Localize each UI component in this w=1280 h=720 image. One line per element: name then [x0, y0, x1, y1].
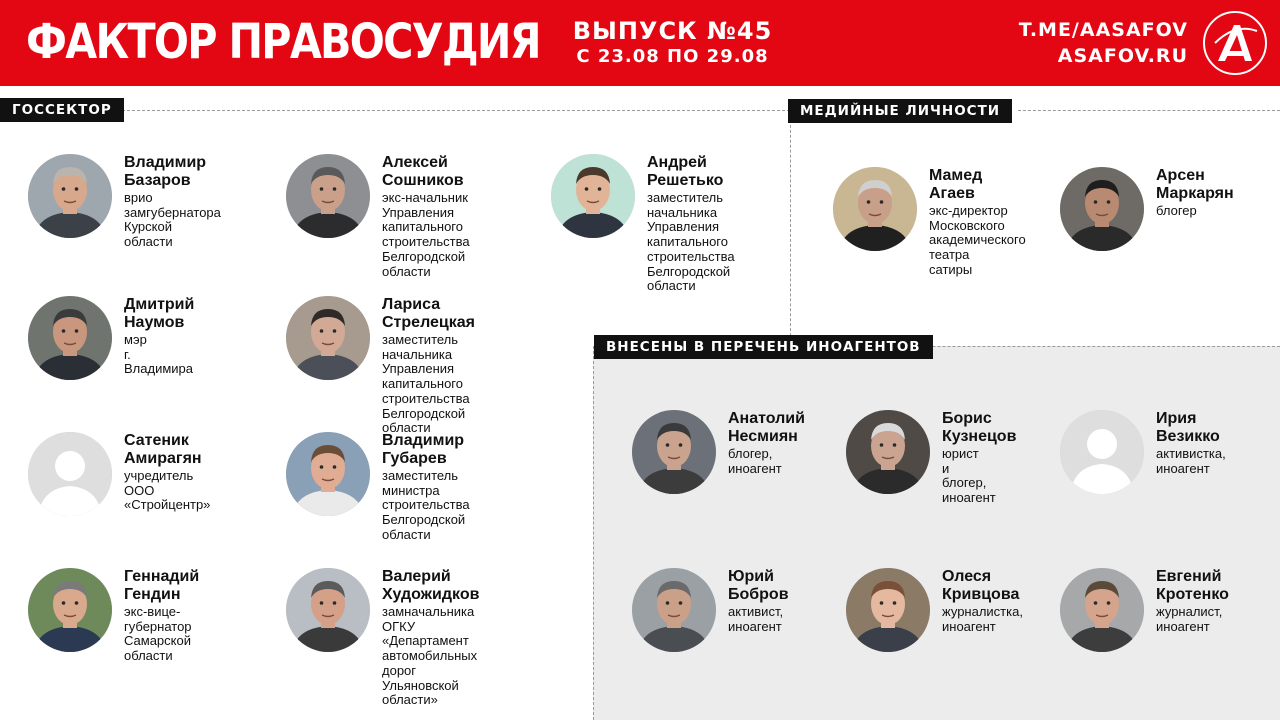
- avatar-placeholder-icon: [1060, 410, 1144, 494]
- portrait-photo: [551, 154, 635, 238]
- avatar: [286, 432, 370, 516]
- portrait-photo: [632, 410, 716, 494]
- avatar: [846, 410, 930, 494]
- person-role: экс-директор Московского академического театра сатиры: [929, 203, 1026, 277]
- person-last-name: Кузнецов: [942, 428, 1017, 445]
- person-name: [382, 154, 464, 190]
- person-first-name: Арсен: [1156, 167, 1205, 184]
- portrait-photo: [1060, 568, 1144, 652]
- person-last-name: Везикко: [1156, 428, 1220, 445]
- person-role: журналистка, иноагент: [942, 604, 1023, 634]
- avatar: [286, 154, 370, 238]
- person-name: [124, 432, 202, 468]
- person-role: замначальника ОГКУ «Департамент автомобильных дорог Ульяновской области»: [382, 604, 478, 708]
- section-label-inoagents: ВНЕСЕНЫ В ПЕРЕЧЕНЬ ИНОАГЕНТОВ: [594, 335, 933, 359]
- person-name: [124, 296, 194, 332]
- person-last-name: Несмиян: [728, 428, 798, 445]
- person-first-name: Юрий: [728, 568, 774, 585]
- person-first-name: Сатеник: [124, 432, 189, 449]
- issue-block: [560, 17, 785, 69]
- avatar: [286, 296, 370, 380]
- person-first-name: Анатолий: [728, 410, 805, 427]
- person-first-name: Лариса: [382, 296, 441, 313]
- person-first-name: Ирия: [1156, 410, 1197, 427]
- gossektor-divider: [122, 110, 790, 111]
- person-role: заместитель начальника Управления капитального строительства Белгородской области: [382, 332, 470, 436]
- person-last-name: Маркарян: [1156, 185, 1234, 202]
- person-last-name: Агаев: [929, 185, 975, 202]
- person-last-name: Художидков: [382, 586, 480, 603]
- person-name: [382, 568, 479, 604]
- portrait-photo: [1060, 167, 1144, 251]
- person-last-name: Стрелецкая: [382, 314, 475, 331]
- portrait-photo: [286, 296, 370, 380]
- person-name: [1156, 410, 1220, 446]
- media-divider-vertical: [790, 110, 791, 346]
- person-role: мэр г. Владимира: [124, 332, 193, 377]
- media-divider: [1018, 110, 1280, 111]
- avatar: [632, 568, 716, 652]
- person-role: заместитель министра строительства Белгородской области: [382, 468, 470, 542]
- person-first-name: Владимир: [382, 432, 465, 449]
- person-last-name: Базаров: [124, 172, 191, 189]
- person-role: блогер, иноагент: [728, 446, 782, 476]
- person-first-name: Алексей: [382, 154, 448, 171]
- section-label-gossektor: ГОССЕКТОР: [0, 98, 124, 122]
- person-last-name: Бобров: [728, 586, 789, 603]
- avatar: [28, 296, 112, 380]
- person-first-name: Дмитрий: [124, 296, 195, 313]
- asafov-logo-icon: [1203, 11, 1267, 75]
- links-block: [1019, 17, 1188, 69]
- person-role: экс-вице- губернатор Самарской области: [124, 604, 192, 664]
- avatar: [1060, 410, 1144, 494]
- portrait-photo: [846, 410, 930, 494]
- section-label-media: МЕДИЙНЫЕ ЛИЧНОСТИ: [788, 99, 1012, 123]
- person-name: [382, 432, 464, 468]
- avatar: [286, 568, 370, 652]
- portrait-photo: [286, 432, 370, 516]
- person-last-name: Губарев: [382, 450, 447, 467]
- telegram-link[interactable]: T.ME/AASAFOV: [1018, 19, 1188, 41]
- person-last-name: Кротенко: [1156, 586, 1229, 603]
- header-bar: [0, 0, 1280, 86]
- person-role: активист, иноагент: [728, 604, 784, 634]
- portrait-photo: [632, 568, 716, 652]
- person-name: [124, 154, 206, 190]
- website-link[interactable]: ASAFOV.RU: [1057, 45, 1188, 67]
- issue-dates: С 23.08 ПО 29.08: [576, 46, 769, 67]
- portrait-photo: [286, 568, 370, 652]
- person-first-name: Олеся: [942, 568, 992, 585]
- person-role: экс-начальник Управления капитального строительства Белгородской области: [382, 190, 470, 279]
- person-first-name: Евгений: [1156, 568, 1222, 585]
- person-name: [728, 410, 805, 446]
- person-role: врио замгубернатора Курской области: [124, 190, 221, 250]
- person-last-name: Решетько: [647, 172, 724, 189]
- person-last-name: Амирагян: [124, 450, 202, 467]
- inoagents-panel: [593, 346, 1280, 720]
- portrait-photo: [28, 568, 112, 652]
- person-last-name: Кривцова: [942, 586, 1020, 603]
- person-name: [382, 296, 475, 332]
- person-role: журналист, иноагент: [1156, 604, 1223, 634]
- person-role: блогер: [1156, 203, 1197, 218]
- person-name: [124, 568, 199, 604]
- person-first-name: Владимир: [124, 154, 207, 171]
- portrait-photo: [286, 154, 370, 238]
- avatar: [846, 568, 930, 652]
- person-name: [1156, 167, 1234, 203]
- person-name: [942, 410, 1016, 446]
- person-name: [942, 568, 1019, 604]
- avatar: [28, 154, 112, 238]
- person-last-name: Гендин: [124, 586, 181, 603]
- person-last-name: Наумов: [124, 314, 185, 331]
- avatar: [28, 568, 112, 652]
- person-role: учредитель ООО «Стройцентр»: [124, 468, 211, 513]
- person-name: [929, 167, 982, 203]
- avatar: [28, 432, 112, 516]
- person-first-name: Борис: [942, 410, 992, 427]
- avatar: [1060, 568, 1144, 652]
- person-first-name: Валерий: [382, 568, 451, 585]
- person-name: [1156, 568, 1229, 604]
- person-name: [647, 154, 723, 190]
- avatar: [632, 410, 716, 494]
- person-name: [728, 568, 789, 604]
- person-first-name: Геннадий: [124, 568, 200, 585]
- portrait-photo: [833, 167, 917, 251]
- person-last-name: Сошников: [382, 172, 464, 189]
- person-first-name: Мамед: [929, 167, 983, 184]
- portrait-photo: [28, 296, 112, 380]
- avatar: [833, 167, 917, 251]
- avatar-placeholder-icon: [28, 432, 112, 516]
- avatar: [551, 154, 635, 238]
- page-title: ФАКТОР ПРАВОСУДИЯ: [26, 14, 540, 70]
- issue-number: ВЫПУСК №45: [572, 17, 773, 45]
- avatar: [1060, 167, 1144, 251]
- person-role: активистка, иноагент: [1156, 446, 1226, 476]
- portrait-photo: [846, 568, 930, 652]
- person-role: заместитель начальника Управления капитального строительства Белгородской области: [647, 190, 735, 294]
- person-role: юрист и блогер, иноагент: [942, 446, 996, 506]
- portrait-photo: [28, 154, 112, 238]
- person-first-name: Андрей: [647, 154, 707, 171]
